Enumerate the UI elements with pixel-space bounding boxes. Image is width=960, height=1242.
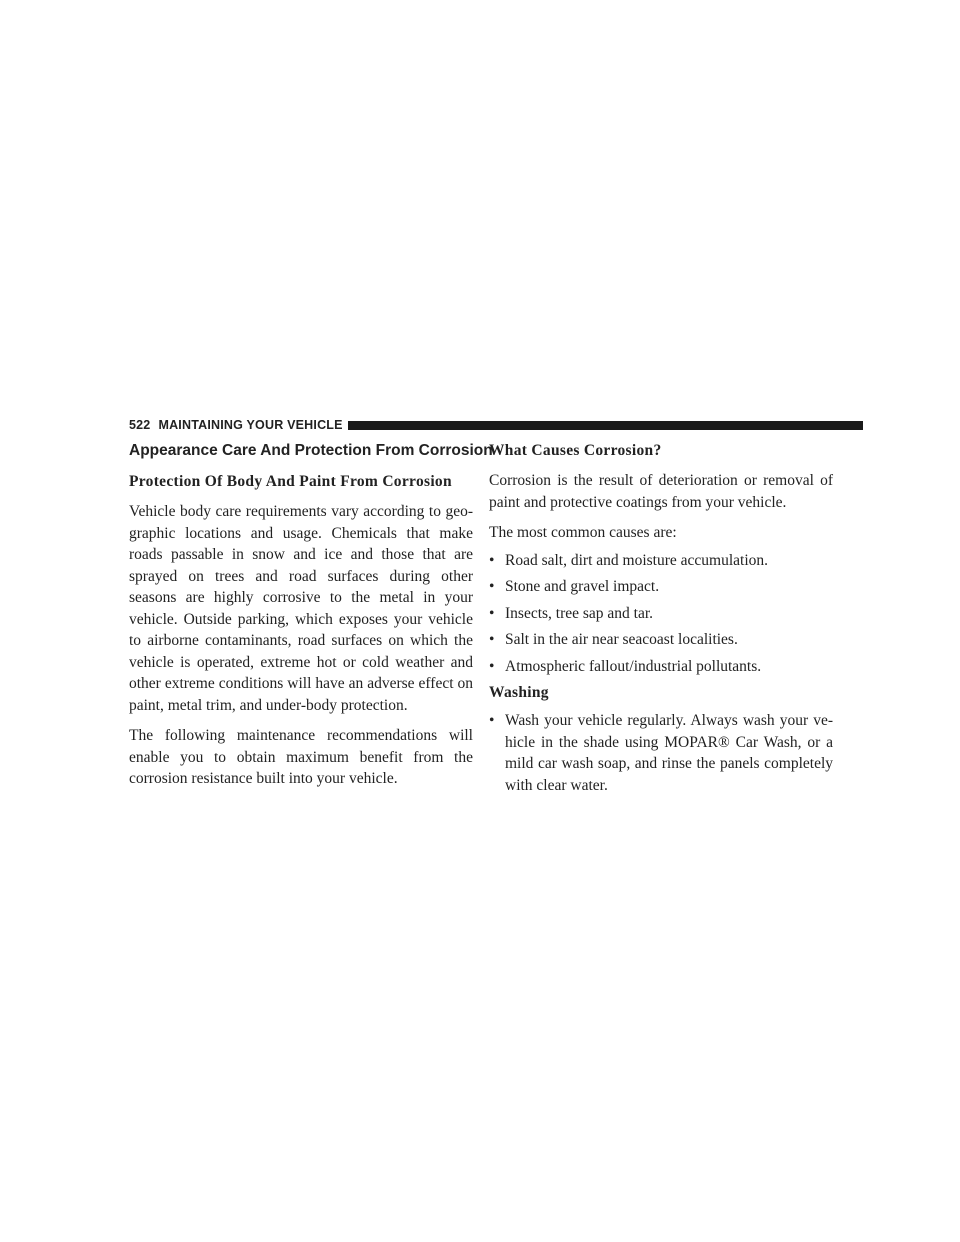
list-item: • Insects, tree sap and tar. bbox=[489, 603, 833, 625]
bullet-icon: • bbox=[489, 631, 495, 648]
bullet-icon: • bbox=[489, 712, 495, 729]
washing-heading: Washing bbox=[489, 684, 549, 701]
causes-list bbox=[489, 550, 833, 678]
page-number: 522 bbox=[129, 418, 151, 432]
left-column bbox=[129, 440, 493, 799]
list-item: • Salt in the air near seacoast localities. bbox=[489, 629, 833, 651]
body-care-paragraph: Vehicle body care requirements vary according to geo-graphic locations and usage. Chemicals that make roads passable in snow and ice and those that are sprayed on trees and road surfaces during other seasons are highly corrosive to the metal in your vehicle. Outside parking, which exposes your vehicle to airborne contaminants, road surfaces on which the vehicle is operated, extreme hot or cold weather and other extreme conditions will have an adverse effect on paint, metal trim, and under-body protection. bbox=[129, 503, 473, 714]
list-item: • Wash your vehicle regularly. Always wash your ve-hicle in the shade using MOPAR® Car Wash, or a mild car wash soap, and rinse the panels completely with clear water. bbox=[489, 712, 833, 794]
header-rule bbox=[348, 421, 863, 430]
body-paint-subheading: Protection Of Body And Paint From Corrosion bbox=[129, 473, 452, 490]
page-header bbox=[129, 418, 863, 432]
corrosion-definition-paragraph: Corrosion is the result of deterioration or removal of paint and protective coatings from your vehicle. bbox=[489, 472, 833, 511]
list-item: • Road salt, dirt and moisture accumulation. bbox=[489, 550, 833, 572]
bullet-icon: • bbox=[489, 578, 495, 595]
list-item: • Atmospheric fallout/industrial pollutants. bbox=[489, 656, 833, 678]
recommendations-paragraph: The following maintenance recommendations will enable you to obtain maximum benefit from the corrosion resistance built into your vehicle. bbox=[129, 727, 473, 787]
causes-intro: The most common causes are: bbox=[489, 524, 677, 541]
right-column bbox=[489, 440, 833, 801]
bullet-icon: • bbox=[489, 604, 495, 622]
main-heading: Appearance Care And Protection From Corrosion bbox=[129, 442, 493, 459]
list-item: • Stone and gravel impact. bbox=[489, 576, 833, 598]
washing-list bbox=[489, 710, 833, 796]
bullet-icon: • bbox=[489, 551, 495, 569]
bullet-icon: • bbox=[489, 657, 495, 675]
section-title: MAINTAINING YOUR VEHICLE bbox=[158, 418, 343, 432]
what-causes-corrosion-heading: What Causes Corrosion? bbox=[489, 442, 662, 459]
